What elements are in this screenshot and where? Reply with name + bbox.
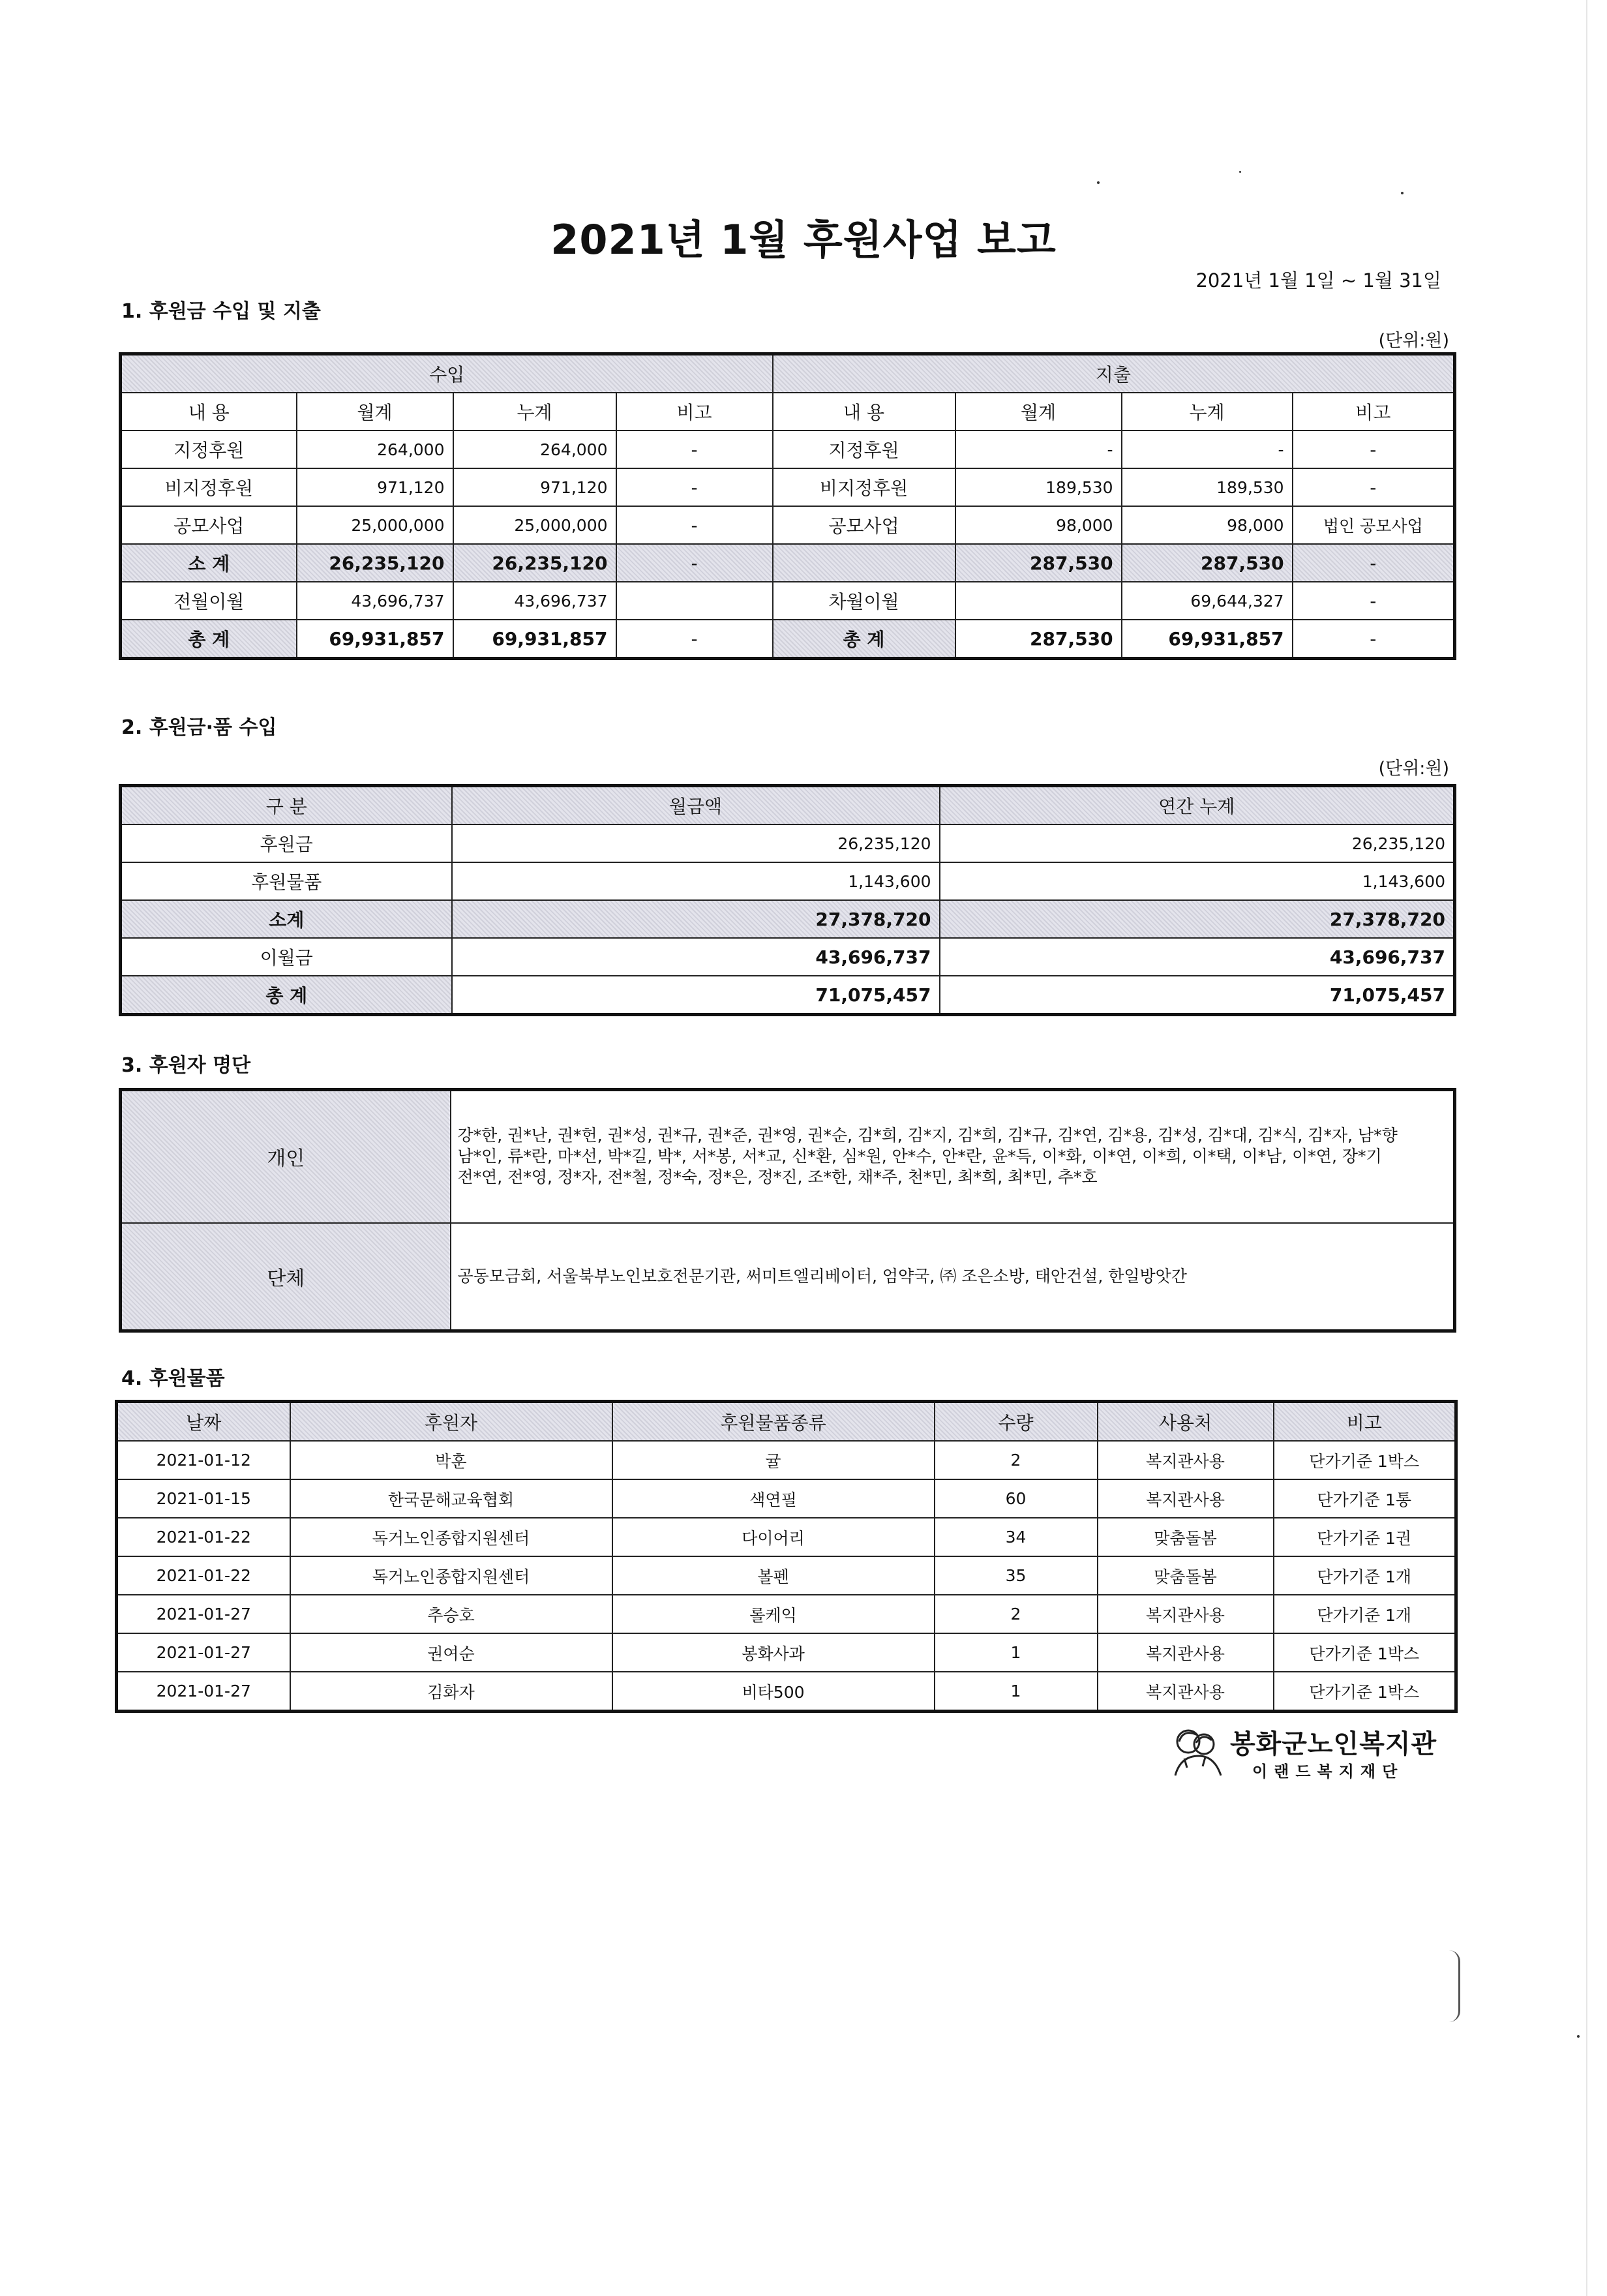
report-period: 2021년 1월 1일 ~ 1월 31일 [1195,269,1441,292]
table-cell: 지정후원 [121,430,297,468]
col-header: 수량 [935,1402,1098,1442]
expense-header: 지출 [773,354,1455,393]
table-cell: 복지관사용 [1098,1672,1274,1712]
table-cell: 2 [935,1441,1098,1479]
table-cell: 맞춤돌봄 [1098,1556,1274,1595]
scan-edge [1586,0,1587,2296]
section1-heading: 1. 후원금 수입 및 지출 [121,300,321,323]
col-header: 월계 [955,393,1122,430]
table-cell: 2021-01-27 [117,1595,290,1633]
table-cell: 귤 [612,1441,935,1479]
document-title: 2021년 1월 후원사업 보고 [550,216,1057,264]
table-cell: 복지관사용 [1098,1633,1274,1672]
elderly-couple-icon [1167,1722,1226,1781]
table-cell: - [616,468,773,506]
table-cell: 후원금 [121,824,452,862]
donation-income-table [119,784,1456,1016]
table-cell: 287,530 [955,620,1122,659]
table-cell: 26,235,120 [453,544,616,582]
table-row [121,938,1455,976]
table-cell: 43,696,737 [297,582,453,620]
table-cell: 60 [935,1479,1098,1518]
table-cell: 35 [935,1556,1098,1595]
col-header: 구 분 [121,786,452,825]
table-cell: 25,000,000 [297,506,453,544]
table-cell: 권여순 [290,1633,612,1672]
table-cell: 전월이월 [121,582,297,620]
table-row [117,1518,1456,1556]
table-cell: 볼펜 [612,1556,935,1595]
table-cell: 단가기준 1박스 [1274,1441,1456,1479]
col-header: 내 용 [121,393,297,430]
table-cell: 43,696,737 [453,582,616,620]
table-cell: 34 [935,1518,1098,1556]
table-cell: 264,000 [297,430,453,468]
table-cell: 한국문해교육협회 [290,1479,612,1518]
table-row [117,1672,1456,1712]
col-header: 누계 [453,393,616,430]
scan-mark [1449,1950,1460,2022]
table-cell: 비타500 [612,1672,935,1712]
table-row [121,506,1455,544]
table-cell [955,582,1122,620]
donor-line: 강*한, 권*난, 권*헌, 권*성, 권*규, 권*준, 권*영, 권*순, 김*희, 김*지, 김*희, 김*규, 김*연, 김*용, 김*성, 김*대, 김*식, 김*자, 남*향 [457,1126,1398,1145]
table-cell: 1,143,600 [940,862,1455,900]
organization-name: 봉화군노인복지관 [1230,1729,1437,1759]
section3-heading: 3. 후원자 명단 [121,1054,251,1077]
table-cell: - [616,620,773,659]
table-row [117,1633,1456,1672]
table-cell: 후원물품 [121,862,452,900]
table-cell: 단가기준 1박스 [1274,1672,1456,1712]
table-cell: 지정후원 [773,430,955,468]
table-cell: 26,235,120 [940,824,1455,862]
table-row [121,862,1455,900]
table-cell: - [616,544,773,582]
table-cell: 971,120 [453,468,616,506]
table-cell: 189,530 [1122,468,1293,506]
table-row [117,1595,1456,1633]
table-cell: 2021-01-22 [117,1556,290,1595]
table-cell: 단가기준 1통 [1274,1479,1456,1518]
table-cell: 26,235,120 [452,824,940,862]
table-cell: 복지관사용 [1098,1441,1274,1479]
table-cell: 1 [935,1633,1098,1672]
income-expense-table [119,352,1456,660]
donor-list-table [119,1088,1456,1333]
table-cell: 1 [935,1672,1098,1712]
table-cell: 소 계 [121,544,297,582]
income-header: 수입 [121,354,773,393]
table-cell: 단가기준 1박스 [1274,1633,1456,1672]
table-row [121,468,1455,506]
total-row [121,976,1455,1015]
table-cell: - [955,430,1122,468]
table-cell: 차월이월 [773,582,955,620]
table-cell: 2021-01-22 [117,1518,290,1556]
table-cell: - [1122,430,1293,468]
table-cell: 189,530 [955,468,1122,506]
table-cell: 다이어리 [612,1518,935,1556]
table-cell: - [1293,468,1455,506]
table-cell: 독거노인종합지원센터 [290,1518,612,1556]
col-header: 사용처 [1098,1402,1274,1442]
table-row [121,582,1455,620]
table-cell: 추승호 [290,1595,612,1633]
section2-unit: (단위:원) [1378,759,1449,779]
table-cell: 98,000 [1122,506,1293,544]
section1-unit: (단위:원) [1378,331,1449,351]
table-cell: 2021-01-27 [117,1633,290,1672]
table-cell: 비지정후원 [121,468,297,506]
table-cell: 2021-01-15 [117,1479,290,1518]
table-row [117,1441,1456,1479]
table-cell: 독거노인종합지원센터 [290,1556,612,1595]
scan-speck [1239,171,1241,173]
table-cell: 69,931,857 [453,620,616,659]
table-cell: 맞춤돌봄 [1098,1518,1274,1556]
table-cell: 971,120 [297,468,453,506]
table-cell: 69,644,327 [1122,582,1293,620]
scan-speck [1097,181,1100,184]
individual-donors [451,1090,1455,1223]
table-cell: 봉화사과 [612,1633,935,1672]
table-cell: 25,000,000 [453,506,616,544]
table-row [121,824,1455,862]
group-label: 단체 [121,1223,451,1331]
table-cell: 2021-01-12 [117,1441,290,1479]
subtotal-row [121,900,1455,938]
col-header: 연간 누계 [940,786,1455,825]
total-row [121,620,1455,659]
table-cell: 법인 공모사업 [1293,506,1455,544]
col-header: 후원자 [290,1402,612,1442]
table-cell: - [616,506,773,544]
donated-goods-table [115,1400,1458,1713]
table-cell: 71,075,457 [452,976,940,1015]
table-cell: 총 계 [773,620,955,659]
donor-line: 남*인, 류*란, 마*선, 박*길, 박*, 서*봉, 서*교, 신*환, 심*원, 안*수, 안*란, 윤*득, 이*화, 이*연, 이*희, 이*택, 이*남, 이*연, 장*기 [457,1147,1382,1166]
table-row [117,1479,1456,1518]
table-cell: 이월금 [121,938,452,976]
table-cell: 단가기준 1개 [1274,1595,1456,1633]
col-header: 비고 [616,393,773,430]
section4-heading: 4. 후원물품 [121,1367,225,1390]
subtotal-row [121,544,1455,582]
table-cell: 2 [935,1595,1098,1633]
table-cell: 단가기준 1개 [1274,1556,1456,1595]
section2-heading: 2. 후원금·품 수입 [121,716,277,739]
col-header: 비고 [1293,393,1455,430]
table-cell: 287,530 [1122,544,1293,582]
table-cell: 총 계 [121,976,452,1015]
table-cell: 1,143,600 [452,862,940,900]
table-cell: 공모사업 [121,506,297,544]
table-cell: 복지관사용 [1098,1595,1274,1633]
col-header: 내 용 [773,393,955,430]
table-cell: 27,378,720 [940,900,1455,938]
table-cell: - [1293,430,1455,468]
table-cell: 43,696,737 [940,938,1455,976]
table-cell [616,582,773,620]
table-cell: 69,931,857 [1122,620,1293,659]
table-cell: 27,378,720 [452,900,940,938]
table-cell: 복지관사용 [1098,1479,1274,1518]
table-cell: - [1293,620,1455,659]
table-cell: 소계 [121,900,452,938]
table-row [121,430,1455,468]
table-cell [773,544,955,582]
organization-logo [1167,1722,1441,1781]
table-cell: 비지정후원 [773,468,955,506]
table-cell: 김화자 [290,1672,612,1712]
scan-speck [1401,192,1404,194]
col-header: 월계 [297,393,453,430]
table-cell: 단가기준 1권 [1274,1518,1456,1556]
table-cell: 박훈 [290,1441,612,1479]
col-header: 월금액 [452,786,940,825]
table-cell: - [1293,544,1455,582]
group-donors: 공동모금회, 서울북부노인보호전문기관, 써미트엘리베이터, 엄약국, ㈜ 조은소방, 태안건설, 한일방앗간 [451,1223,1455,1331]
table-cell: - [1293,582,1455,620]
col-header: 누계 [1122,393,1293,430]
table-cell: 색연필 [612,1479,935,1518]
foundation-name: 이랜드복지재단 [1252,1762,1404,1781]
table-cell: 롤케익 [612,1595,935,1633]
table-cell: 287,530 [955,544,1122,582]
col-header: 후원물품종류 [612,1402,935,1442]
table-row [117,1556,1456,1595]
col-header: 날짜 [117,1402,290,1442]
table-cell: 43,696,737 [452,938,940,976]
table-cell: 71,075,457 [940,976,1455,1015]
scan-speck [1577,2035,1580,2038]
table-cell: 총 계 [121,620,297,659]
col-header: 비고 [1274,1402,1456,1442]
table-cell: 26,235,120 [297,544,453,582]
table-cell: 98,000 [955,506,1122,544]
donor-line: 전*연, 전*영, 정*자, 전*철, 정*숙, 정*은, 정*진, 조*한, 채*주, 천*민, 최*희, 최*민, 추*호 [457,1168,1098,1187]
table-cell: 69,931,857 [297,620,453,659]
table-cell: 2021-01-27 [117,1672,290,1712]
table-cell: - [616,430,773,468]
individual-label: 개인 [121,1090,451,1223]
table-cell: 공모사업 [773,506,955,544]
table-cell: 264,000 [453,430,616,468]
